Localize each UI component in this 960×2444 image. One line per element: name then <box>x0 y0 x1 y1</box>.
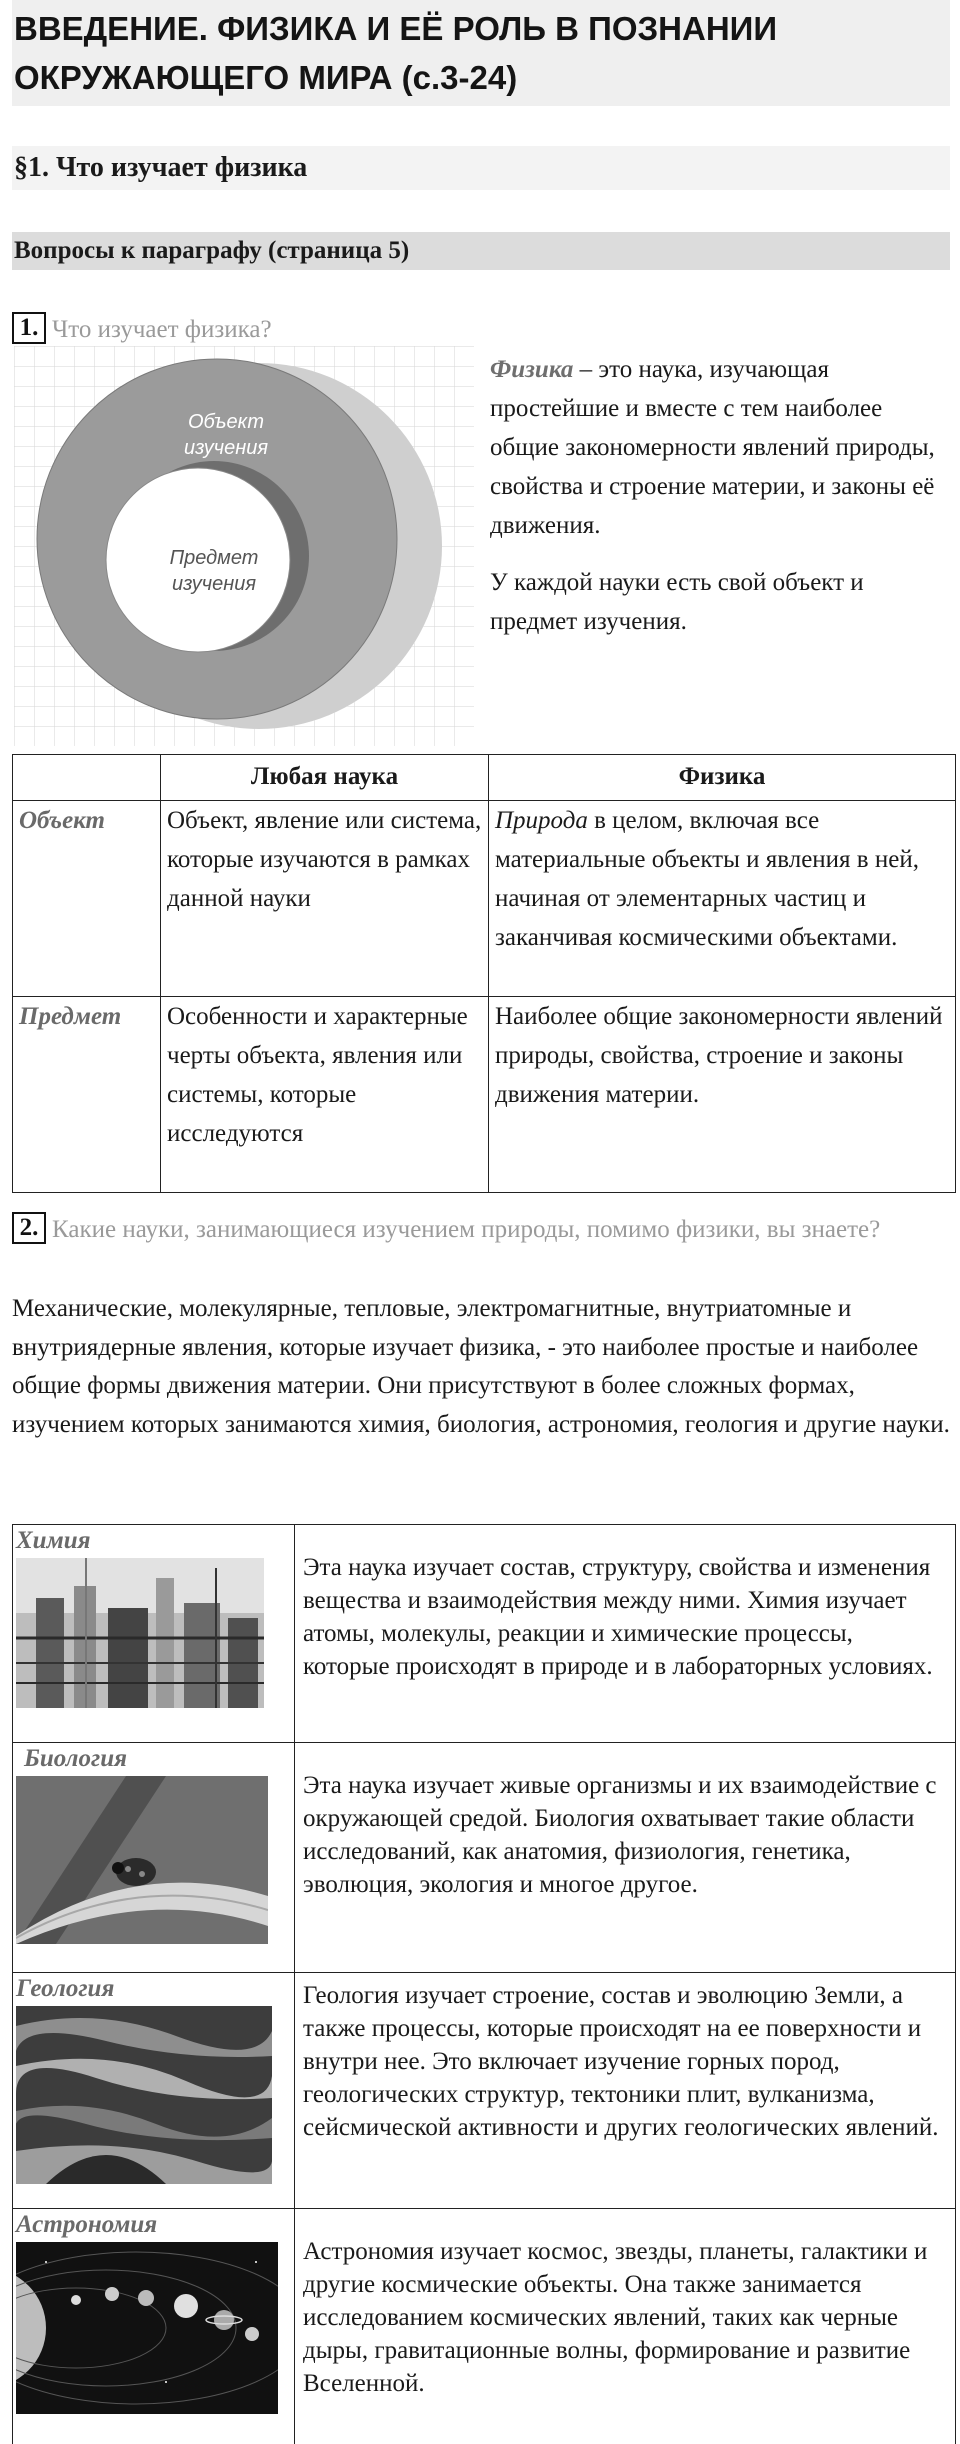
chapter-title-line-1: ВВЕДЕНИЕ. ФИЗИКА И ЕЁ РОЛЬ В ПОЗНАНИИ <box>14 10 778 47</box>
question-2 <box>12 1212 942 1248</box>
question-2-number: 2. <box>12 1212 46 1244</box>
table-row <box>13 1525 956 1743</box>
physics-definition-text: – это наука, изучающая простейшие и вместе с тем наиболее общие закономерности явлений природы, свойства и строение материи, и законы её движения. <box>490 356 935 539</box>
table-corner-cell <box>13 755 161 801</box>
sciences-table <box>12 1524 956 2444</box>
column-any-science: Любая наука <box>161 755 489 801</box>
astronomy-description: Астрономия изучает космос, звезды, планеты, галактики и другие космические объекты. Она также занимается исследованием космических явлений, таких как черные дыры, гравитационные волны, формирование и развитие Вселенной. <box>295 2209 956 2444</box>
question-2-text: Какие науки, занимающиеся изучением природы, помимо физики, вы знаете? <box>52 1216 881 1243</box>
science-name-biology: Биология <box>24 1745 128 1772</box>
object-any-science: Объект, явление или система, которые изучаются в рамках данной науки <box>161 801 489 997</box>
rock-layers-photo <box>16 2006 272 2184</box>
science-name-chemistry: Химия <box>16 1527 91 1554</box>
object-physics-text: в целом, включая все материальные объекты и явления в ней, начиная от элементарных частиц и заканчивая космическими объектами. <box>495 807 919 951</box>
row-label-subject: Предмет <box>13 997 161 1193</box>
object-physics <box>489 801 956 997</box>
chapter-title-line-2: ОКРУЖАЮЩЕГО МИРА (с.3-24) <box>14 59 518 96</box>
table-header-row <box>13 755 956 801</box>
question-1-number: 1. <box>12 312 46 344</box>
question-1 <box>12 312 272 348</box>
diagram-inner-label-1: Предмет <box>169 547 259 569</box>
science-name-astronomy: Астрономия <box>16 2211 158 2238</box>
physics-term: Физика <box>490 356 574 383</box>
row-label-object: Объект <box>13 801 161 997</box>
question-2-answer: Механические, молекулярные, тепловые, электромагнитные, внутриатомные и внутриядерные явления, которые изучает физика, - это наиболее простые и наиболее общие формы движения материи. Они присутствуют в более сложных формах, изучением которых занимаются химия, биология, астрономия, геология и другие науки. <box>12 1295 950 1438</box>
chemistry-cell <box>13 1525 295 1743</box>
physics-definition <box>490 350 950 545</box>
subject-physics: Наиболее общие закономерности явлений природы, свойства, строение и законы движения материи. <box>489 997 956 1193</box>
science-note: У каждой науки есть свой объект и предмет изучения. <box>490 569 864 635</box>
subject-any-science: Особенности и характерные черты объекта, явления или системы, которые исследуются <box>161 997 489 1193</box>
diagram-outer-label-1: Объект <box>187 411 265 433</box>
column-physics: Физика <box>489 755 956 801</box>
solar-system-photo <box>16 2242 278 2414</box>
astronomy-cell <box>13 2209 295 2444</box>
diagram-inner-label-2: изучения <box>171 573 257 595</box>
comparison-table <box>12 754 956 1193</box>
chapter-title <box>12 0 950 106</box>
nature-term: Природа <box>495 807 588 834</box>
ladybug-leaf-photo <box>16 1776 268 1944</box>
chemistry-description: Эта наука изучает состав, структуру, свойства и изменения вещества и взаимодействия между ними. Химия изучает атомы, молекулы, реакции и химические процессы, которые происходят в природе и в лабораторных условиях. <box>295 1525 956 1743</box>
table-row <box>13 2209 956 2444</box>
table-row <box>13 1973 956 2209</box>
geology-description: Геология изучает строение, состав и эволюцию Земли, а также процессы, которые происходят на ее поверхности и внутри нее. Это включает изучение горных пород, геологических структур, тектоники плит, вулканизма, сейсмической активности и других геологических явлений. <box>295 1973 956 2209</box>
paragraph-title: §1. Что изучает физика <box>12 146 950 190</box>
science-name-geology: Геология <box>16 1975 115 2002</box>
questions-header: Вопросы к параграфу (страница 5) <box>12 232 950 270</box>
table-row <box>13 1743 956 1973</box>
question-1-text: Что изучает физика? <box>52 316 272 343</box>
table-row <box>13 997 956 1193</box>
chemistry-plant-photo <box>16 1558 264 1708</box>
physics-definition-block <box>490 350 950 641</box>
biology-description: Эта наука изучает живые организмы и их взаимодействие с окружающей средой. Биология охватывает такие области исследований, как анатомия, физиология, генетика, эволюция, экология и многое другое. <box>295 1743 956 1973</box>
table-row <box>13 801 956 997</box>
diagram-outer-label-2: изучения <box>183 437 269 459</box>
object-subject-diagram <box>14 346 474 746</box>
geology-cell <box>13 1973 295 2209</box>
biology-cell <box>13 1743 295 1973</box>
